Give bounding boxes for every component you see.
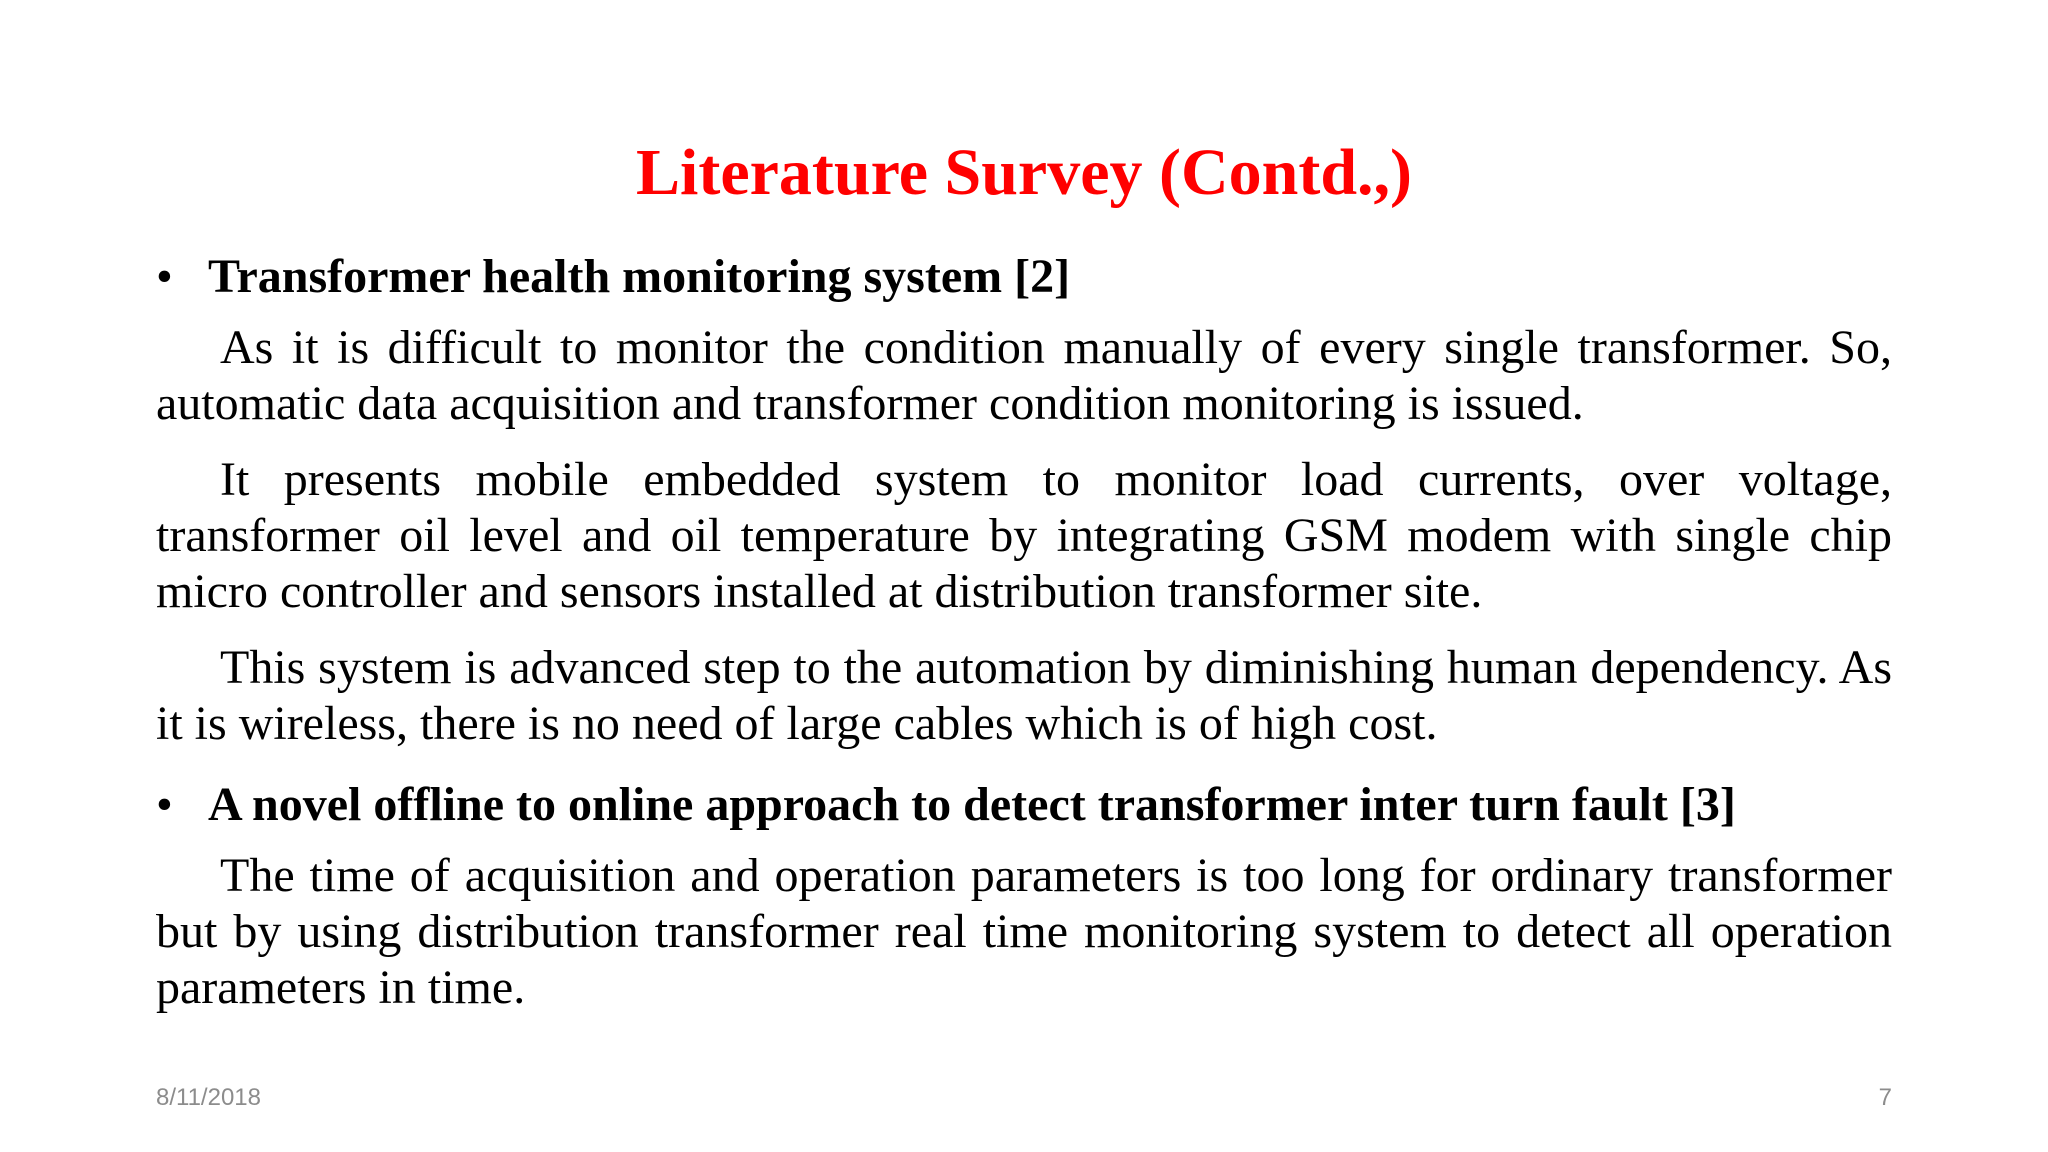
- bullet-heading-2: [156, 772, 1892, 838]
- bullet-dot: •: [156, 778, 173, 831]
- bullet-heading-text: Transformer health monitoring system [2]: [208, 250, 1071, 303]
- bullet-heading-1: [156, 244, 1892, 310]
- body-paragraph: The time of acquisition and operation parameters is too long for ordinary transformer but by using distribution transformer real time monitoring system to detect all operation parameters in time.: [156, 849, 1892, 1014]
- footer-date: 8/11/2018: [156, 1084, 261, 1111]
- footer-page-number: 7: [1878, 1084, 1892, 1111]
- body-paragraph: It presents mobile embedded system to monitor load currents, over voltage, transformer oil level and oil temperature by integrating GSM modem with single chip micro controller and sensors installed at distribution transformer site.: [156, 453, 1892, 618]
- slide-content: [156, 244, 1892, 1036]
- bullet-heading-text: A novel offline to online approach to detect transformer inter turn fault [3]: [208, 778, 1736, 831]
- body-paragraph: As it is difficult to monitor the condition manually of every single transformer. So, automatic data acquisition and transformer condition monitoring is issued.: [156, 321, 1892, 430]
- bullet-dot: •: [156, 250, 173, 303]
- body-paragraph: This system is advanced step to the automation by diminishing human dependency. As it is wireless, there is no need of large cables which is of high cost.: [156, 641, 1892, 750]
- slide-title: Literature Survey (Contd.,): [635, 136, 1412, 209]
